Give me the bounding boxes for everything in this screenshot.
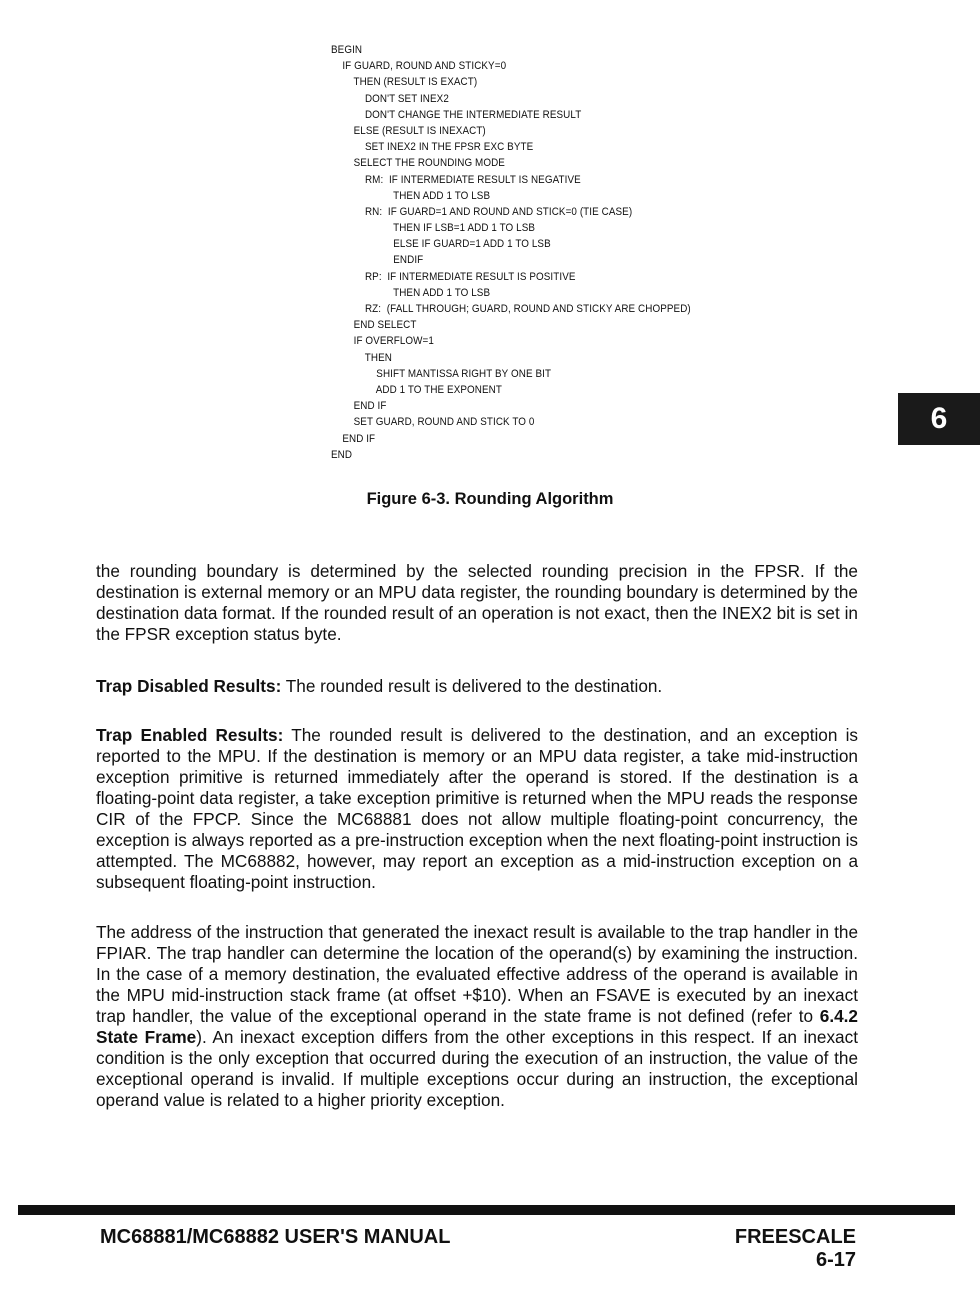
- algorithm-line: ADD 1 TO THE EXPONENT: [331, 383, 502, 396]
- algorithm-line: ELSE IF GUARD=1 ADD 1 TO LSB: [331, 238, 551, 251]
- algorithm-line: SET INEX2 IN THE FPSR EXC BYTE: [331, 141, 534, 154]
- algorithm-line: IF GUARD, ROUND AND STICKY=0: [331, 60, 507, 73]
- fpiar-text-b: ). An inexact exception differs from the other exceptions in this respect. If an inexact condition is the only exception that occurred during the execution of an instruction, the value of the exceptional operand is invalid. If multiple exceptions occur during an instruction, the exceptional operand value is related to a higher priority exception.: [96, 1027, 858, 1110]
- algorithm-line: THEN: [331, 351, 392, 364]
- footer-page-number: 6-17: [815, 1249, 856, 1271]
- rounding-algorithm-listing: [331, 42, 833, 463]
- trap-disabled-text: The rounded result is delivered to the destination.: [281, 676, 663, 696]
- footer-rule: [18, 1205, 955, 1215]
- algorithm-line: SELECT THE ROUNDING MODE: [331, 157, 505, 170]
- algorithm-line: THEN (RESULT IS EXACT): [331, 76, 478, 89]
- algorithm-line: END IF: [331, 400, 387, 413]
- trap-disabled-heading: Trap Disabled Results:: [96, 676, 282, 696]
- state-frame-reference[interactable]: 6.4.2 State Frame: [96, 1006, 858, 1047]
- trap-enabled-text: The rounded result is delivered to the destination, and an exception is reported to the MPU. If the destination is memory or an MPU data register, a take mid-instruction exception primitive is returned immediately after the operand is stored. If the destination is a floating-point data register, a take exception primitive is returned when the MPU reads the response CIR of the FPCP. Since the MC68881 does not allow multiple floating-point concurrency, the exception is always reported as a pre-instruction exception when the next floating-point instruction is attempted. The MC68882, however, may report an exception as a mid-instruction exception on a subsequent floating-point instruction.: [96, 725, 858, 892]
- algorithm-line: RP: IF INTERMEDIATE RESULT IS POSITIVE: [331, 270, 576, 283]
- algorithm-line: THEN IF LSB=1 ADD 1 TO LSB: [331, 222, 536, 235]
- algorithm-line: RN: IF GUARD=1 AND ROUND AND STICK=0 (TIE CASE): [331, 205, 633, 218]
- footer-right-block: [735, 1226, 856, 1272]
- footer-manual-title: MC68881/MC68882 USER'S MANUAL: [100, 1226, 451, 1248]
- algorithm-line: SET GUARD, ROUND AND STICK TO 0: [331, 416, 535, 429]
- footer-company: FREESCALE: [734, 1226, 856, 1248]
- algorithm-line: RM: IF INTERMEDIATE RESULT IS NEGATIVE: [331, 173, 581, 186]
- algorithm-line: RZ: (FALL THROUGH; GUARD, ROUND AND STICKY ARE CHOPPED): [331, 303, 691, 315]
- trap-enabled-heading: Trap Enabled Results:: [96, 725, 284, 745]
- paragraph-trap-enabled: [96, 725, 858, 893]
- algorithm-line: END SELECT: [331, 319, 417, 332]
- fpiar-text-a: The address of the instruction that generated the inexact result is available to the trap handler in the FPIAR. The trap handler can determine the location of the operand(s) by examining the instruction. In the case of a memory destination, the evaluated effective address of the operand is available in the MPU mid-instruction stack frame (at offset +$10). When an FSAVE is executed by an inexact trap handler, the value of the exceptional operand in the state frame is not defined (refer to: [96, 922, 858, 1026]
- algorithm-line: ELSE (RESULT IS INEXACT): [331, 124, 486, 137]
- algorithm-line: SHIFT MANTISSA RIGHT BY ONE BIT: [331, 367, 552, 380]
- figure-caption: Figure 6-3. Rounding Algorithm: [366, 490, 614, 508]
- algorithm-line: THEN ADD 1 TO LSB: [331, 286, 491, 299]
- algorithm-line: END IF: [331, 432, 376, 445]
- algorithm-line: BEGIN: [331, 44, 363, 56]
- algorithm-line: END: [331, 448, 353, 461]
- paragraph-rounding-boundary: the rounding boundary is determined by the selected rounding precision in the FPSR. If the destination is external memory or an MPU data register, the rounding boundary is determined by the destination data format. If the rounded result of an operation is not exact, then the INEX2 bit is set in the FPSR exception status byte.: [96, 561, 858, 644]
- algorithm-line: ENDIF: [331, 254, 424, 267]
- paragraph-trap-disabled: [96, 676, 858, 697]
- algorithm-line: DON'T SET INEX2: [331, 92, 449, 105]
- algorithm-line: IF OVERFLOW=1: [331, 335, 434, 348]
- paragraph-fpiar: [96, 922, 858, 1111]
- chapter-tab: 6: [898, 393, 980, 445]
- algorithm-line: DON'T CHANGE THE INTERMEDIATE RESULT: [331, 108, 582, 121]
- algorithm-line: THEN ADD 1 TO LSB: [331, 189, 491, 202]
